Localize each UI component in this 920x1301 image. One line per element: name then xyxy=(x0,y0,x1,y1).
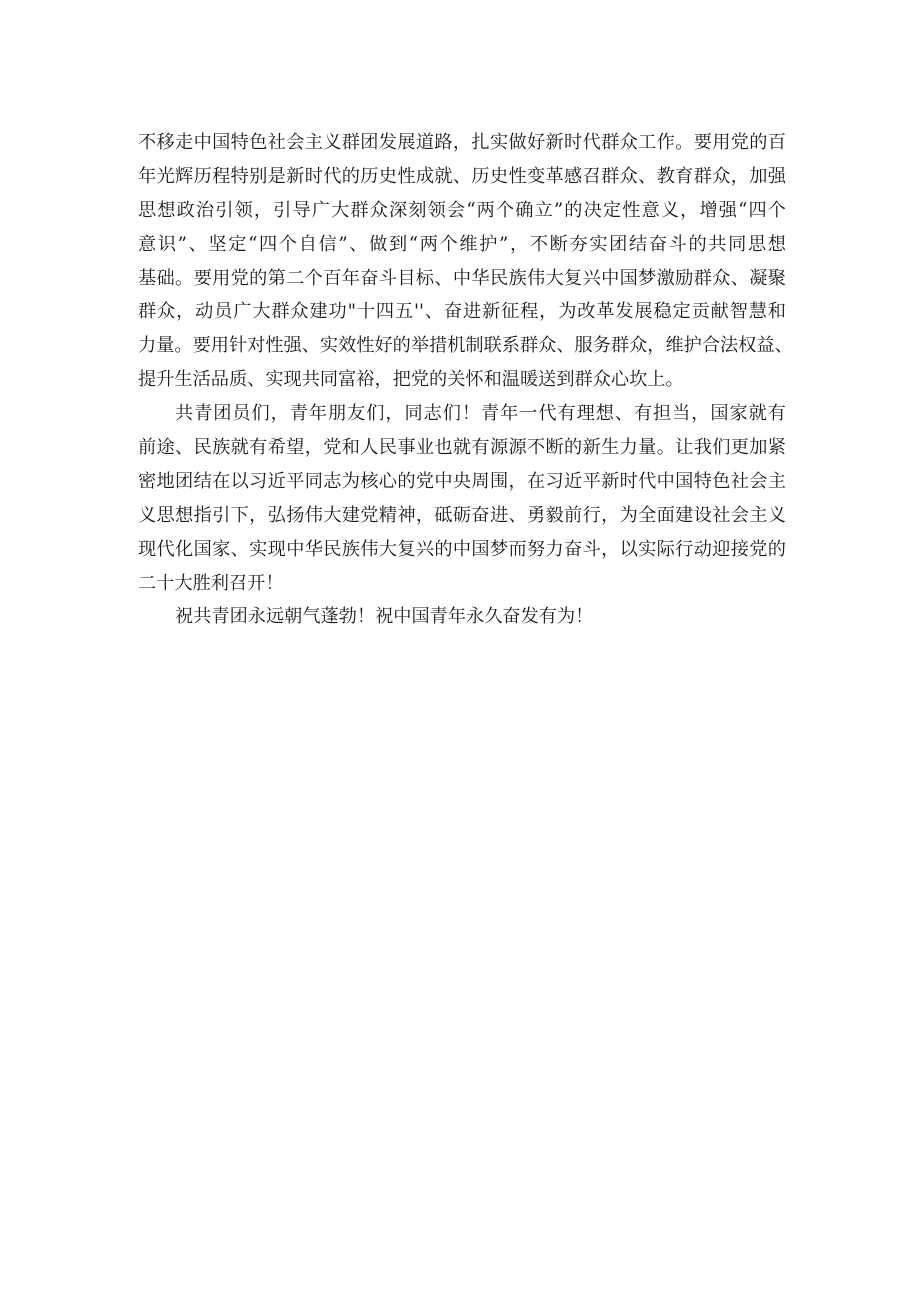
paragraph-line: 力量。要用针对性强、实效性好的举措机制联系群众、服务群众，维护合法权益、 xyxy=(138,335,793,357)
paragraph-line: 义思想指引下，弘扬伟大建党精神，砥砺奋进、勇毅前行，为全面建设社会主义 xyxy=(138,504,786,526)
paragraph-line: 提升生活品质、实现共同富裕，把党的关怀和温暖送到群众心坎上。 xyxy=(138,369,684,391)
paragraph-line: 基础。要用党的第二个百年奋斗目标、中华民族伟大复兴中国梦激励群众、凝聚 xyxy=(138,267,786,289)
paragraph-line: 现代化国家、实现中华民族伟大复兴的中国梦而努力奋斗，以实际行动迎接党的 xyxy=(138,538,786,560)
paragraph-3 xyxy=(138,600,786,634)
paragraph-line: 二十大胜利召开！ xyxy=(138,572,284,594)
paragraph-1 xyxy=(138,126,793,397)
paragraph-line: 前途、民族就有希望，党和人民事业也就有源源不断的新生力量。让我们更加紧 xyxy=(138,437,786,459)
document-body xyxy=(138,126,793,634)
paragraph-line: 祝共青团永远朝气蓬勃！祝中国青年永久奋发有为！ xyxy=(175,606,594,628)
paragraph-2 xyxy=(138,397,786,600)
paragraph-line: 群众，动员广大群众建功"十四五''、奋进新征程，为改革发展稳定贡献智慧和 xyxy=(138,301,786,323)
paragraph-line: 年光辉历程特别是新时代的历史性成就、历史性变革感召群众、教育群众，加强 xyxy=(138,165,786,187)
paragraph-line: 不移走中国特色社会主义群团发展道路，扎实做好新时代群众工作。要用党的百 xyxy=(138,132,786,153)
paragraph-line: 思想政治引领，引导广大群众深刻领会“两个确立”的决定性意义，增强“四个 xyxy=(138,199,786,221)
paragraph-line: 意识”、坚定“四个自信”、做到“两个维护”，不断夯实团结奋斗的共同思想 xyxy=(138,233,786,255)
paragraph-line: 密地团结在以习近平同志为核心的党中央周围，在习近平新时代中国特色社会主 xyxy=(138,470,786,492)
paragraph-line: 共青团员们，青年朋友们，同志们！青年一代有理想、有担当，国家就有 xyxy=(175,403,786,425)
